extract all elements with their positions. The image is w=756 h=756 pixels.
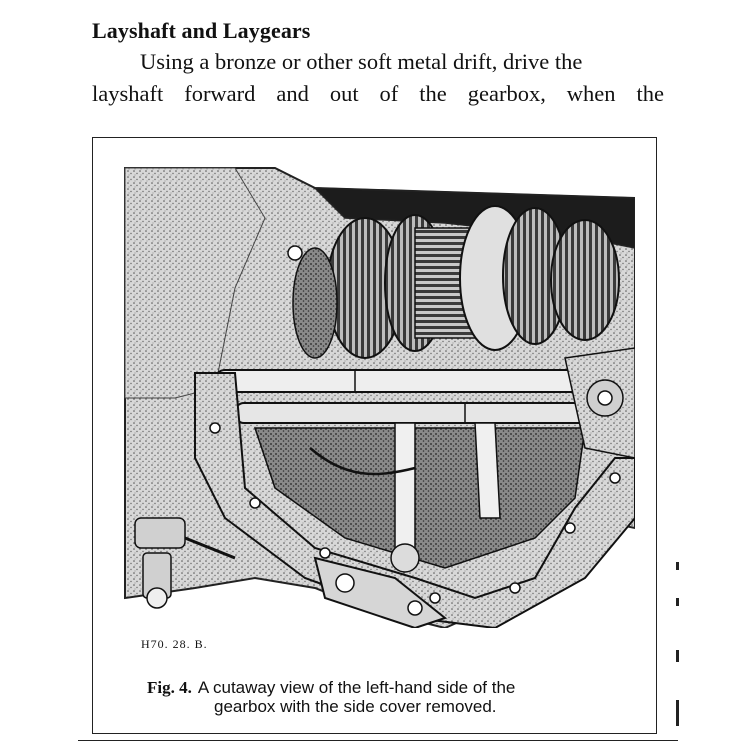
scan-mark [676, 562, 679, 570]
caption-line-1: A cutaway view of the left-hand side of the [197, 678, 516, 697]
scan-mark [676, 650, 679, 662]
section-heading: Layshaft and Laygears [92, 18, 311, 43]
caption-label: Fig. 4. [147, 678, 192, 697]
figure-caption [147, 678, 617, 716]
figure-reference-code: H70. 28. B. [141, 637, 208, 651]
figure-frame [92, 137, 657, 734]
bottom-rule [78, 740, 678, 741]
body-paragraph [92, 46, 664, 110]
caption-line-2: gearbox with the side cover removed. [214, 697, 497, 716]
body-line-1: Using a bronze or other soft metal drift, drive the [140, 49, 583, 74]
scan-mark [676, 598, 679, 606]
gearbox-illustration [115, 158, 635, 628]
body-line-2: layshaft forward and out of the gearbox, when the [92, 81, 664, 106]
scan-mark [676, 700, 679, 726]
top-bolt [288, 246, 302, 260]
